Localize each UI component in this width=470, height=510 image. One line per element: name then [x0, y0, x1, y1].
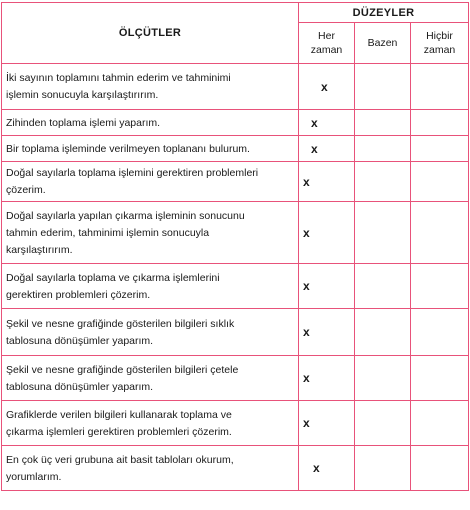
criterion-text-line: Doğal sayılarla toplama işlemini gerektiren problemleri — [6, 167, 259, 179]
level-never-line: Hiçbir — [426, 30, 453, 42]
check-mark-x: x — [303, 416, 310, 430]
cell-always — [299, 446, 355, 491]
cell-sometimes — [355, 136, 411, 162]
cell-always — [299, 110, 355, 136]
cell-never — [411, 136, 469, 162]
cell-always — [299, 202, 355, 264]
assessment-rubric-table — [1, 2, 469, 491]
criterion-text-line: İki sayının toplamını tahmin ederim ve tahminimi — [6, 72, 231, 84]
cell-sometimes — [355, 162, 411, 202]
level-always-header — [299, 23, 355, 64]
level-never-header — [411, 23, 469, 64]
check-mark-x: x — [303, 325, 310, 339]
criterion-text-line: çıkarma işlemleri gerektiren problemleri çözerim. — [6, 425, 232, 438]
criterion-cell — [2, 110, 299, 136]
rubric-row — [2, 64, 469, 110]
criterion-text-line: tahmin ederim, tahminimi işlemin sonucuyla — [6, 226, 210, 239]
cell-always — [299, 162, 355, 202]
criteria-header: ÖLÇÜTLER — [2, 3, 299, 64]
cell-never — [411, 110, 469, 136]
cell-always — [299, 309, 355, 356]
criterion-text-line: tablosuna dönüşümler yaparım. — [6, 334, 154, 347]
level-always-line: Her — [318, 30, 335, 42]
cell-never — [411, 202, 469, 264]
criterion-cell — [2, 202, 299, 264]
rubric-row — [2, 401, 469, 446]
check-mark-x: x — [303, 371, 310, 385]
rubric-row — [2, 356, 469, 401]
cell-sometimes — [355, 64, 411, 110]
cell-never — [411, 64, 469, 110]
criterion-cell — [2, 446, 299, 491]
rubric-row — [2, 309, 469, 356]
criterion-cell — [2, 64, 299, 110]
criterion-text-line: Şekil ve nesne grafiğinde gösterilen bilgileri çetele — [6, 363, 239, 376]
criterion-cell — [2, 136, 299, 162]
cell-sometimes — [355, 110, 411, 136]
criterion-text-line: işlemin sonucuyla karşılaştırırım. — [6, 89, 159, 101]
check-mark-x: x — [311, 115, 318, 130]
cell-never — [411, 162, 469, 202]
criterion-text-line: Zihinden toplama işlemi yaparım. — [6, 116, 161, 129]
check-mark-x: x — [321, 79, 328, 94]
criterion-cell — [2, 356, 299, 401]
rubric-row — [2, 202, 469, 264]
level-never-line: zaman — [423, 44, 456, 56]
criterion-cell — [2, 162, 299, 202]
cell-always — [299, 356, 355, 401]
cell-always — [299, 401, 355, 446]
criterion-text-line: çözerim. — [6, 184, 46, 196]
cell-sometimes — [355, 309, 411, 356]
criterion-text-line: Doğal sayılarla yapılan çıkarma işleminin sonucunu — [6, 209, 245, 222]
cell-always — [299, 64, 355, 110]
cell-always — [299, 136, 355, 162]
level-always-line: zaman — [310, 44, 343, 56]
cell-never — [411, 264, 469, 309]
rubric-row — [2, 136, 469, 162]
cell-sometimes — [355, 401, 411, 446]
criterion-text-line: Şekil ve nesne grafiğinde gösterilen bilgileri sıklık — [6, 317, 235, 330]
criterion-cell — [2, 401, 299, 446]
cell-never — [411, 446, 469, 491]
level-sometimes-header — [355, 23, 411, 64]
rubric-row — [2, 110, 469, 136]
criterion-cell — [2, 309, 299, 356]
header-row-top — [2, 3, 469, 23]
criterion-text-line: yorumlarım. — [6, 470, 62, 483]
criterion-text-line: tablosuna dönüşümler yaparım. — [6, 380, 154, 393]
cell-never — [411, 401, 469, 446]
check-mark-x: x — [313, 461, 320, 475]
criterion-text-line: Bir toplama işleminde verilmeyen toplananı bulurum. — [6, 142, 250, 155]
check-mark-x: x — [303, 279, 310, 293]
rubric-row — [2, 446, 469, 491]
cell-sometimes — [355, 202, 411, 264]
levels-header: DÜZEYLER — [299, 3, 469, 23]
cell-never — [411, 309, 469, 356]
criterion-cell — [2, 264, 299, 309]
criterion-text-line: Doğal sayılarla toplama ve çıkarma işlemlerini — [6, 271, 220, 284]
criterion-text-line: gerektiren problemleri çözerim. — [6, 288, 151, 301]
criterion-text-line: Grafiklerde verilen bilgileri kullanarak toplama ve — [6, 408, 232, 421]
rubric-body — [2, 64, 469, 491]
cell-sometimes — [355, 264, 411, 309]
cell-sometimes — [355, 356, 411, 401]
rubric-row — [2, 264, 469, 309]
criterion-text-line: En çok üç veri grubuna ait basit tabloları okurum, — [6, 453, 234, 466]
check-mark-x: x — [303, 174, 310, 189]
check-mark-x: x — [303, 225, 310, 240]
cell-never — [411, 356, 469, 401]
criterion-text-line: karşılaştırırım. — [6, 243, 73, 256]
level-sometimes-line: Bazen — [367, 37, 398, 49]
cell-sometimes — [355, 446, 411, 491]
check-mark-x: x — [311, 141, 318, 156]
cell-always — [299, 264, 355, 309]
rubric-row — [2, 162, 469, 202]
